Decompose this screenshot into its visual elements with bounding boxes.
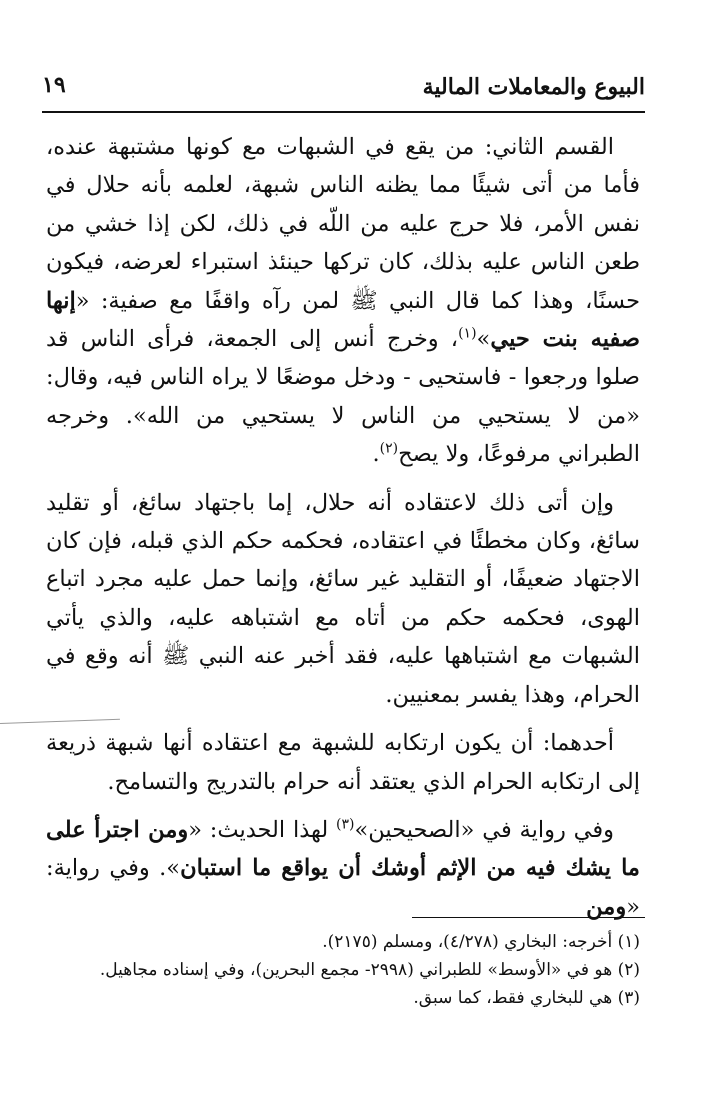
hadith-quote-continuation: ومن	[586, 893, 627, 920]
page-header	[42, 68, 645, 108]
paragraph-4-text-a: وفي رواية في «الصحيحين»	[354, 816, 614, 843]
paragraph-2: وإن أتى ذلك لاعتقاده أنه حلال، إما باجتهاد سائغ، أو تقليد سائغ، وكان مخطئًا في اعتقاده، فحكمه حكم الذي قبله، فإن كان الاجتهاد ضعيفًا، أو التقليد غير سائغ، وإنما حمل عليه مجرد اتباع الهوى، فحكمه حكم من أتاه مع اشتباهه عليه، والذي يأتي الشبهات مع اشتباهها عليه، فقد أخبر عنه النبي ﷺ أنه وقع في الحرام، وهذا يفسر بمعنيين.	[46, 489, 640, 708]
main-text	[46, 128, 640, 936]
footnotes	[46, 928, 640, 1012]
paragraph-1-text-c: .	[372, 441, 380, 468]
footnote-separator	[412, 917, 645, 918]
footnote-ref-1: (١)	[458, 325, 477, 342]
paragraph-4-text-b: لهذا الحديث: «	[188, 816, 337, 843]
hadith-quote-safiyya: إنها صفيه بنت حيي	[46, 287, 641, 353]
paragraph-4	[46, 811, 640, 926]
paragraph-1-text-a: القسم الثاني: من يقع في الشبهات مع كونها مشتبهة عنده، فأما من أتى شيئًا مما يظنه الناس شبهة، لعلمه بأنه حلال في نفس الأمر، فلا حرج عليه من اللّه في ذلك، لكن إذا خشي من طعن الناس عليه بذلك، كان تركها حينئذ استبراء لعرضه، فيكون حسنًا، وهذا كما قال النبي ﷺ لمن رآه واقفًا مع صفية: «	[46, 134, 640, 314]
paragraph-3: أحدهما: أن يكون ارتكابه للشبهة مع اعتقاده أنها شبهة ذريعة إلى ارتكابه الحرام الذي يعتقد أنه حرام بالتدريج والتسامح.	[46, 730, 640, 795]
footnote-3: (٣) هي للبخاري فقط، كما سبق.	[413, 988, 640, 1008]
paragraph-1	[46, 128, 640, 474]
hadith-quote-ijtara: ومن اجترأ على ما يشك فيه من الإثم أوشك أن يواقع ما استبان	[46, 816, 640, 882]
footnote-ref-2: (٢)	[379, 440, 399, 457]
paragraph-1-text-b: ، وخرج أنس إلى الجمعة، فرأى الناس قد صلوا ورجعوا - فاستحيى - ودخل موضعًا لا يراه الناس فيه، وقال: «من لا يستحيي من الناس لا يستحيي من الله». وخرجه الطبراني مرفوعًا، ولا يصح	[46, 326, 640, 468]
page-number: ١٩	[42, 72, 66, 98]
paragraph-1-quote-close: »	[476, 326, 491, 353]
paragraph-4-text-c: ». وفي رواية: «	[46, 855, 640, 920]
running-title: البيوع والمعاملات المالية	[422, 74, 645, 100]
footnote-2: (٢) هو في «الأوسط» للطبراني (٢٩٩٨- مجمع البحرين)، وفي إسناده مجاهيل.	[99, 960, 640, 980]
footnote-ref-3: (٣)	[336, 816, 355, 833]
header-rule	[42, 111, 645, 113]
footnote-1: (١) أخرجه: البخاري (٤/٢٧٨)، ومسلم (٢١٧٥).	[322, 932, 640, 952]
